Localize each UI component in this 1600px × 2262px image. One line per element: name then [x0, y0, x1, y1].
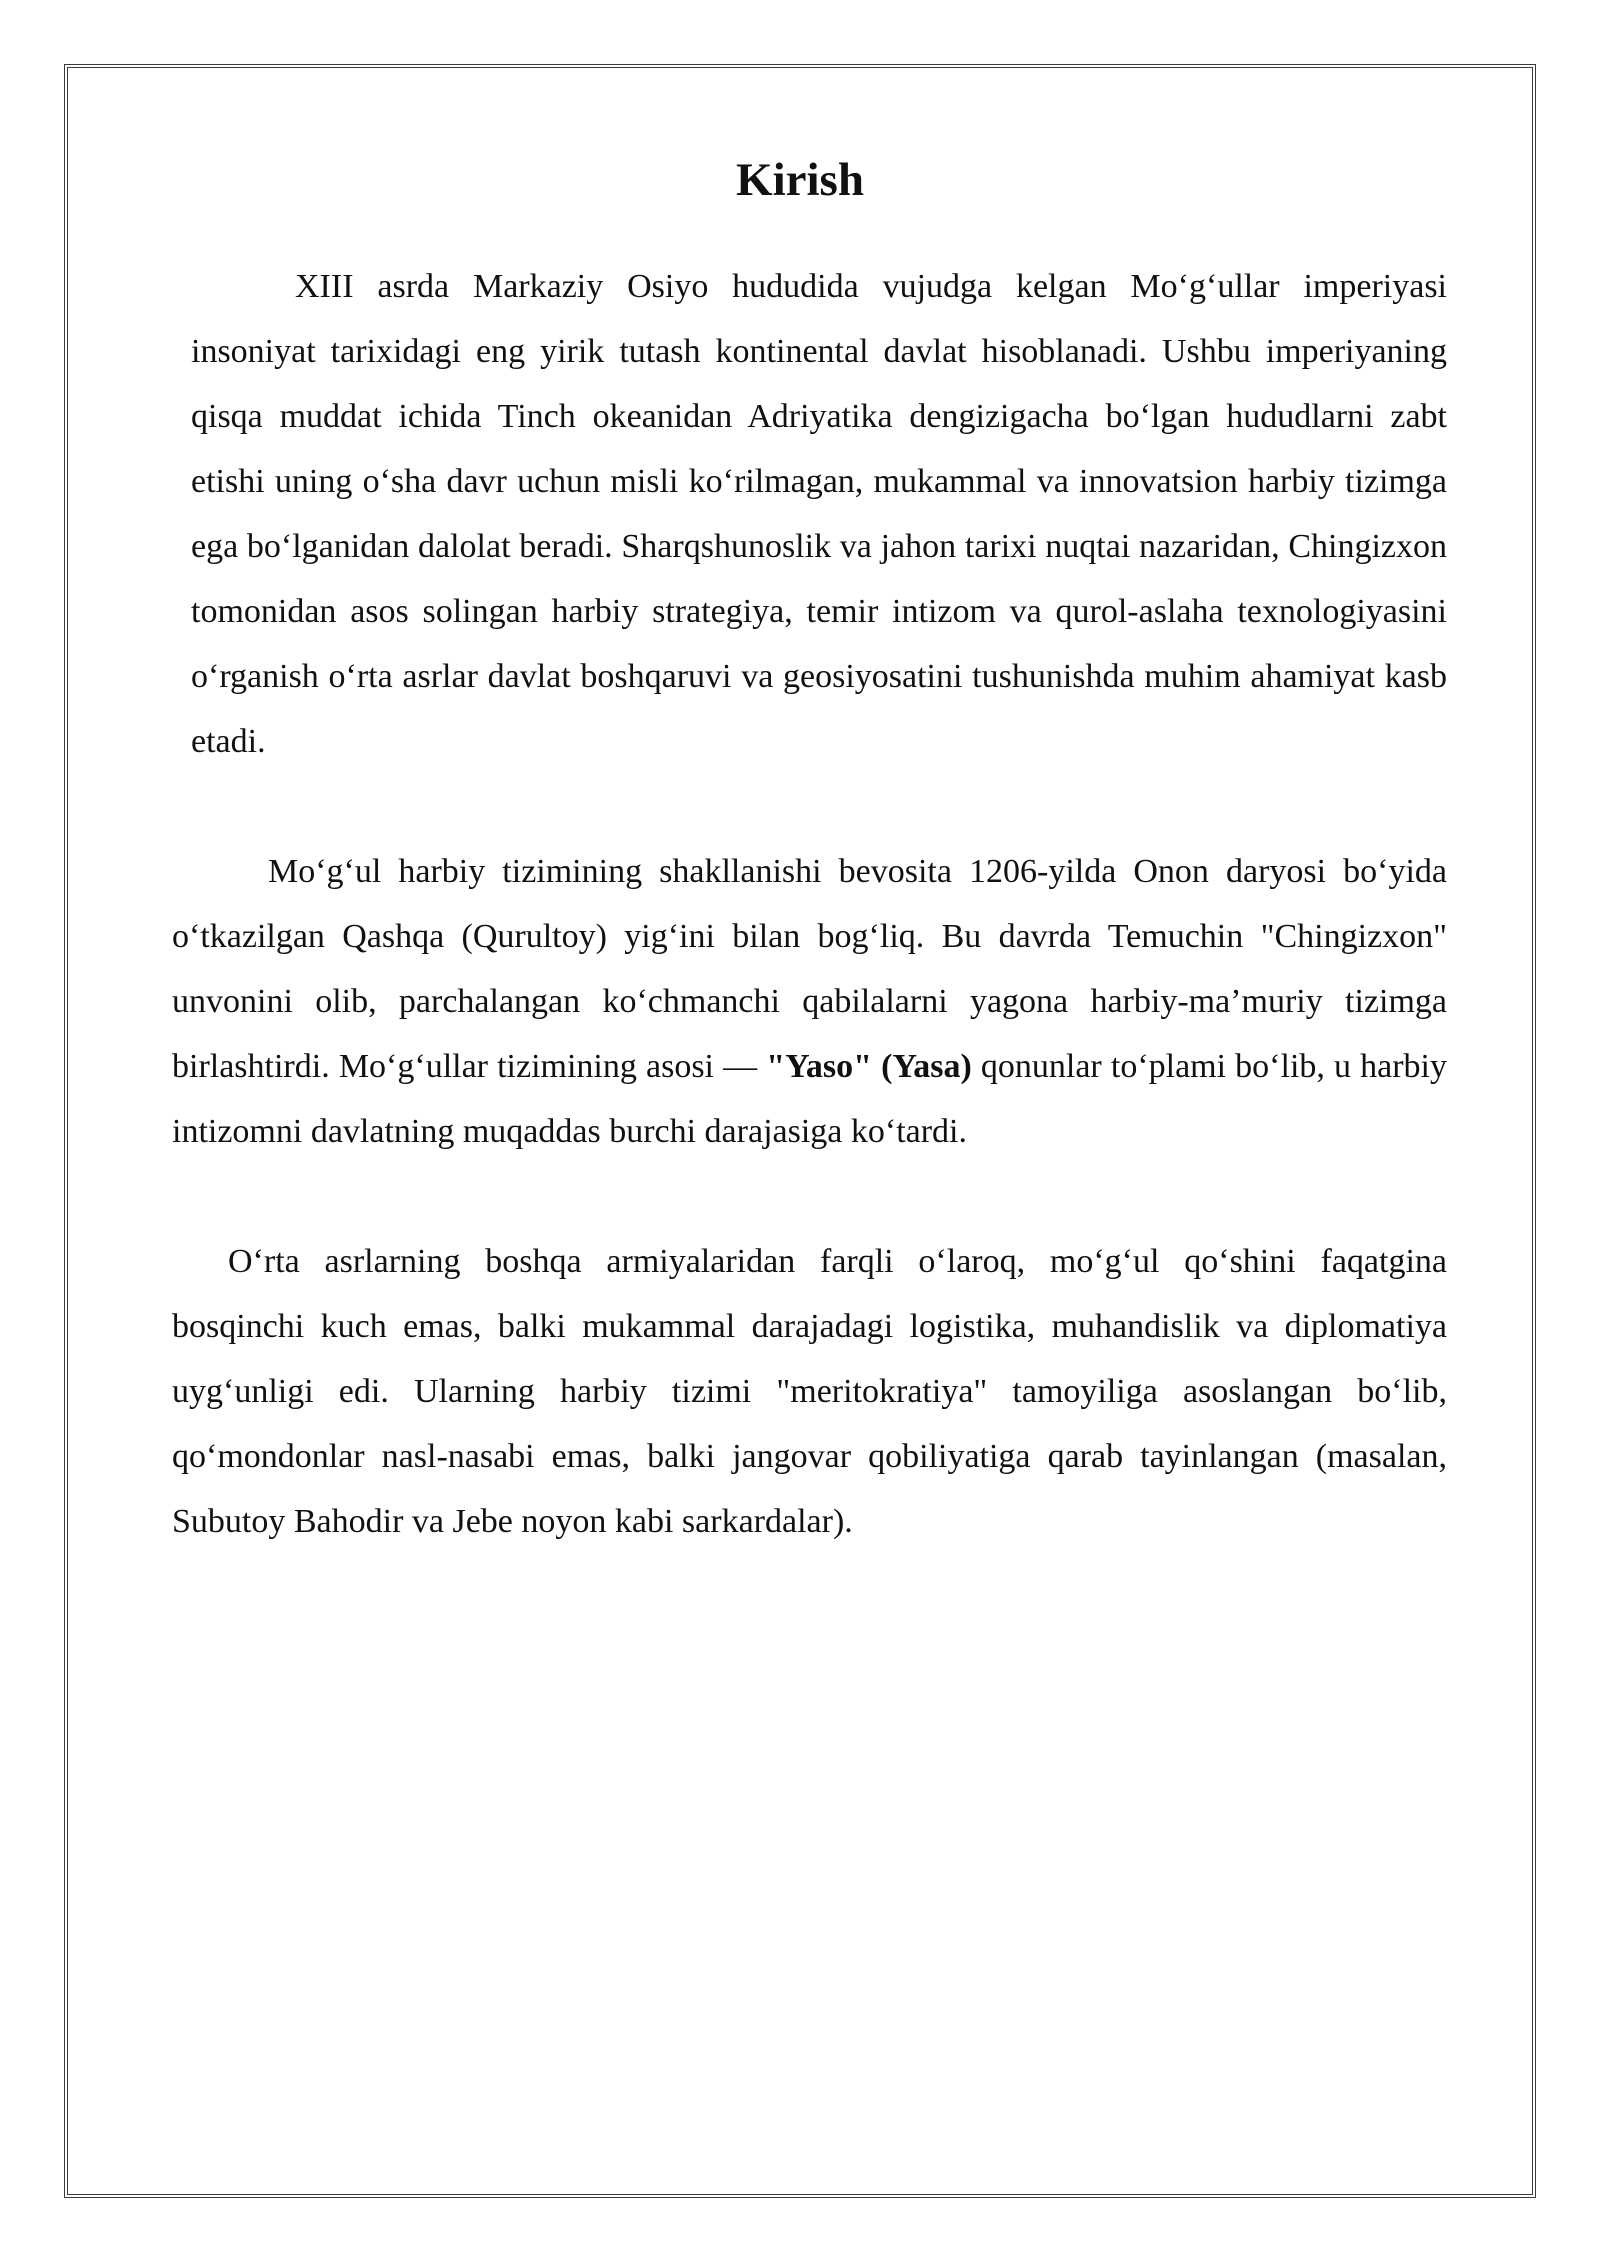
paragraph-3: O‘rta asrlarning boshqa armiyalaridan farqli o‘laroq, mo‘g‘ul qo‘shini faqatgina bosqinchi kuch emas, balki mukammal darajadagi logistika, muhandislik va diplomatiya uyg‘unligi edi. Ularning harbiy tizimi "meritokratiya" tamoyiliga asoslangan bo‘lib, qo‘mondonlar nasl-nasabi emas, balki jangovar qobiliyatiga qarab tayinlangan (masalan, Subutoy Bahodir va Jebe noyon kabi sarkardalar). — [172, 1243, 1447, 1540]
paragraph-1: XIII asrda Markaziy Osiyo hududida vujudga kelgan Mo‘g‘ullar imperiyasi insoniyat tarixidagi eng yirik tutash kontinental davlat hisoblanadi. Ushbu imperiyaning qisqa muddat ichida Tinch okeanidan Adriyatika dengizigacha bo‘lgan hududlarni zabt etishi uning o‘sha davr uchun misli ko‘rilmagan, mukammal va innovatsion harbiy tizimga ega bo‘lganidan dalolat beradi. Sharqshunoslik va jahon tarixi nuqtai nazaridan, Chingizxon tomonidan asos solingan harbiy strategiya, temir intizom va qurol-aslaha texnologiyasini o‘rganish o‘rta asrlar davlat boshqaruvi va geosiyosatini tushunishda muhim ahamiyat kasb etadi. — [191, 268, 1447, 760]
paragraph-2-text-after: qonunlar to‘plami bo‘lib, u harbiy intizomni davlatning muqaddas burchi darajasiga ko‘tardi. — [172, 1048, 1447, 1150]
paragraph-2 — [172, 839, 1447, 1164]
paragraph-2-text-before: Mo‘g‘ul harbiy tizimining shakllanishi bevosita 1206-yilda Onon daryosi bo‘yida o‘tkazilgan Qashqa (Qurultoy) yig‘ini bilan bog‘liq. Bu davrda Temuchin "Chingizxon" unvonini olib, parchalangan ko‘chmanchi qabilalarni yagona harbiy-ma’muriy tizimga birlashtirdi. Mo‘g‘ullar tizimining asosi — — [172, 853, 1447, 1085]
page-title: Kirish — [736, 154, 864, 206]
yaso-bold-term: "Yaso" (Yasa) — [766, 1048, 972, 1085]
